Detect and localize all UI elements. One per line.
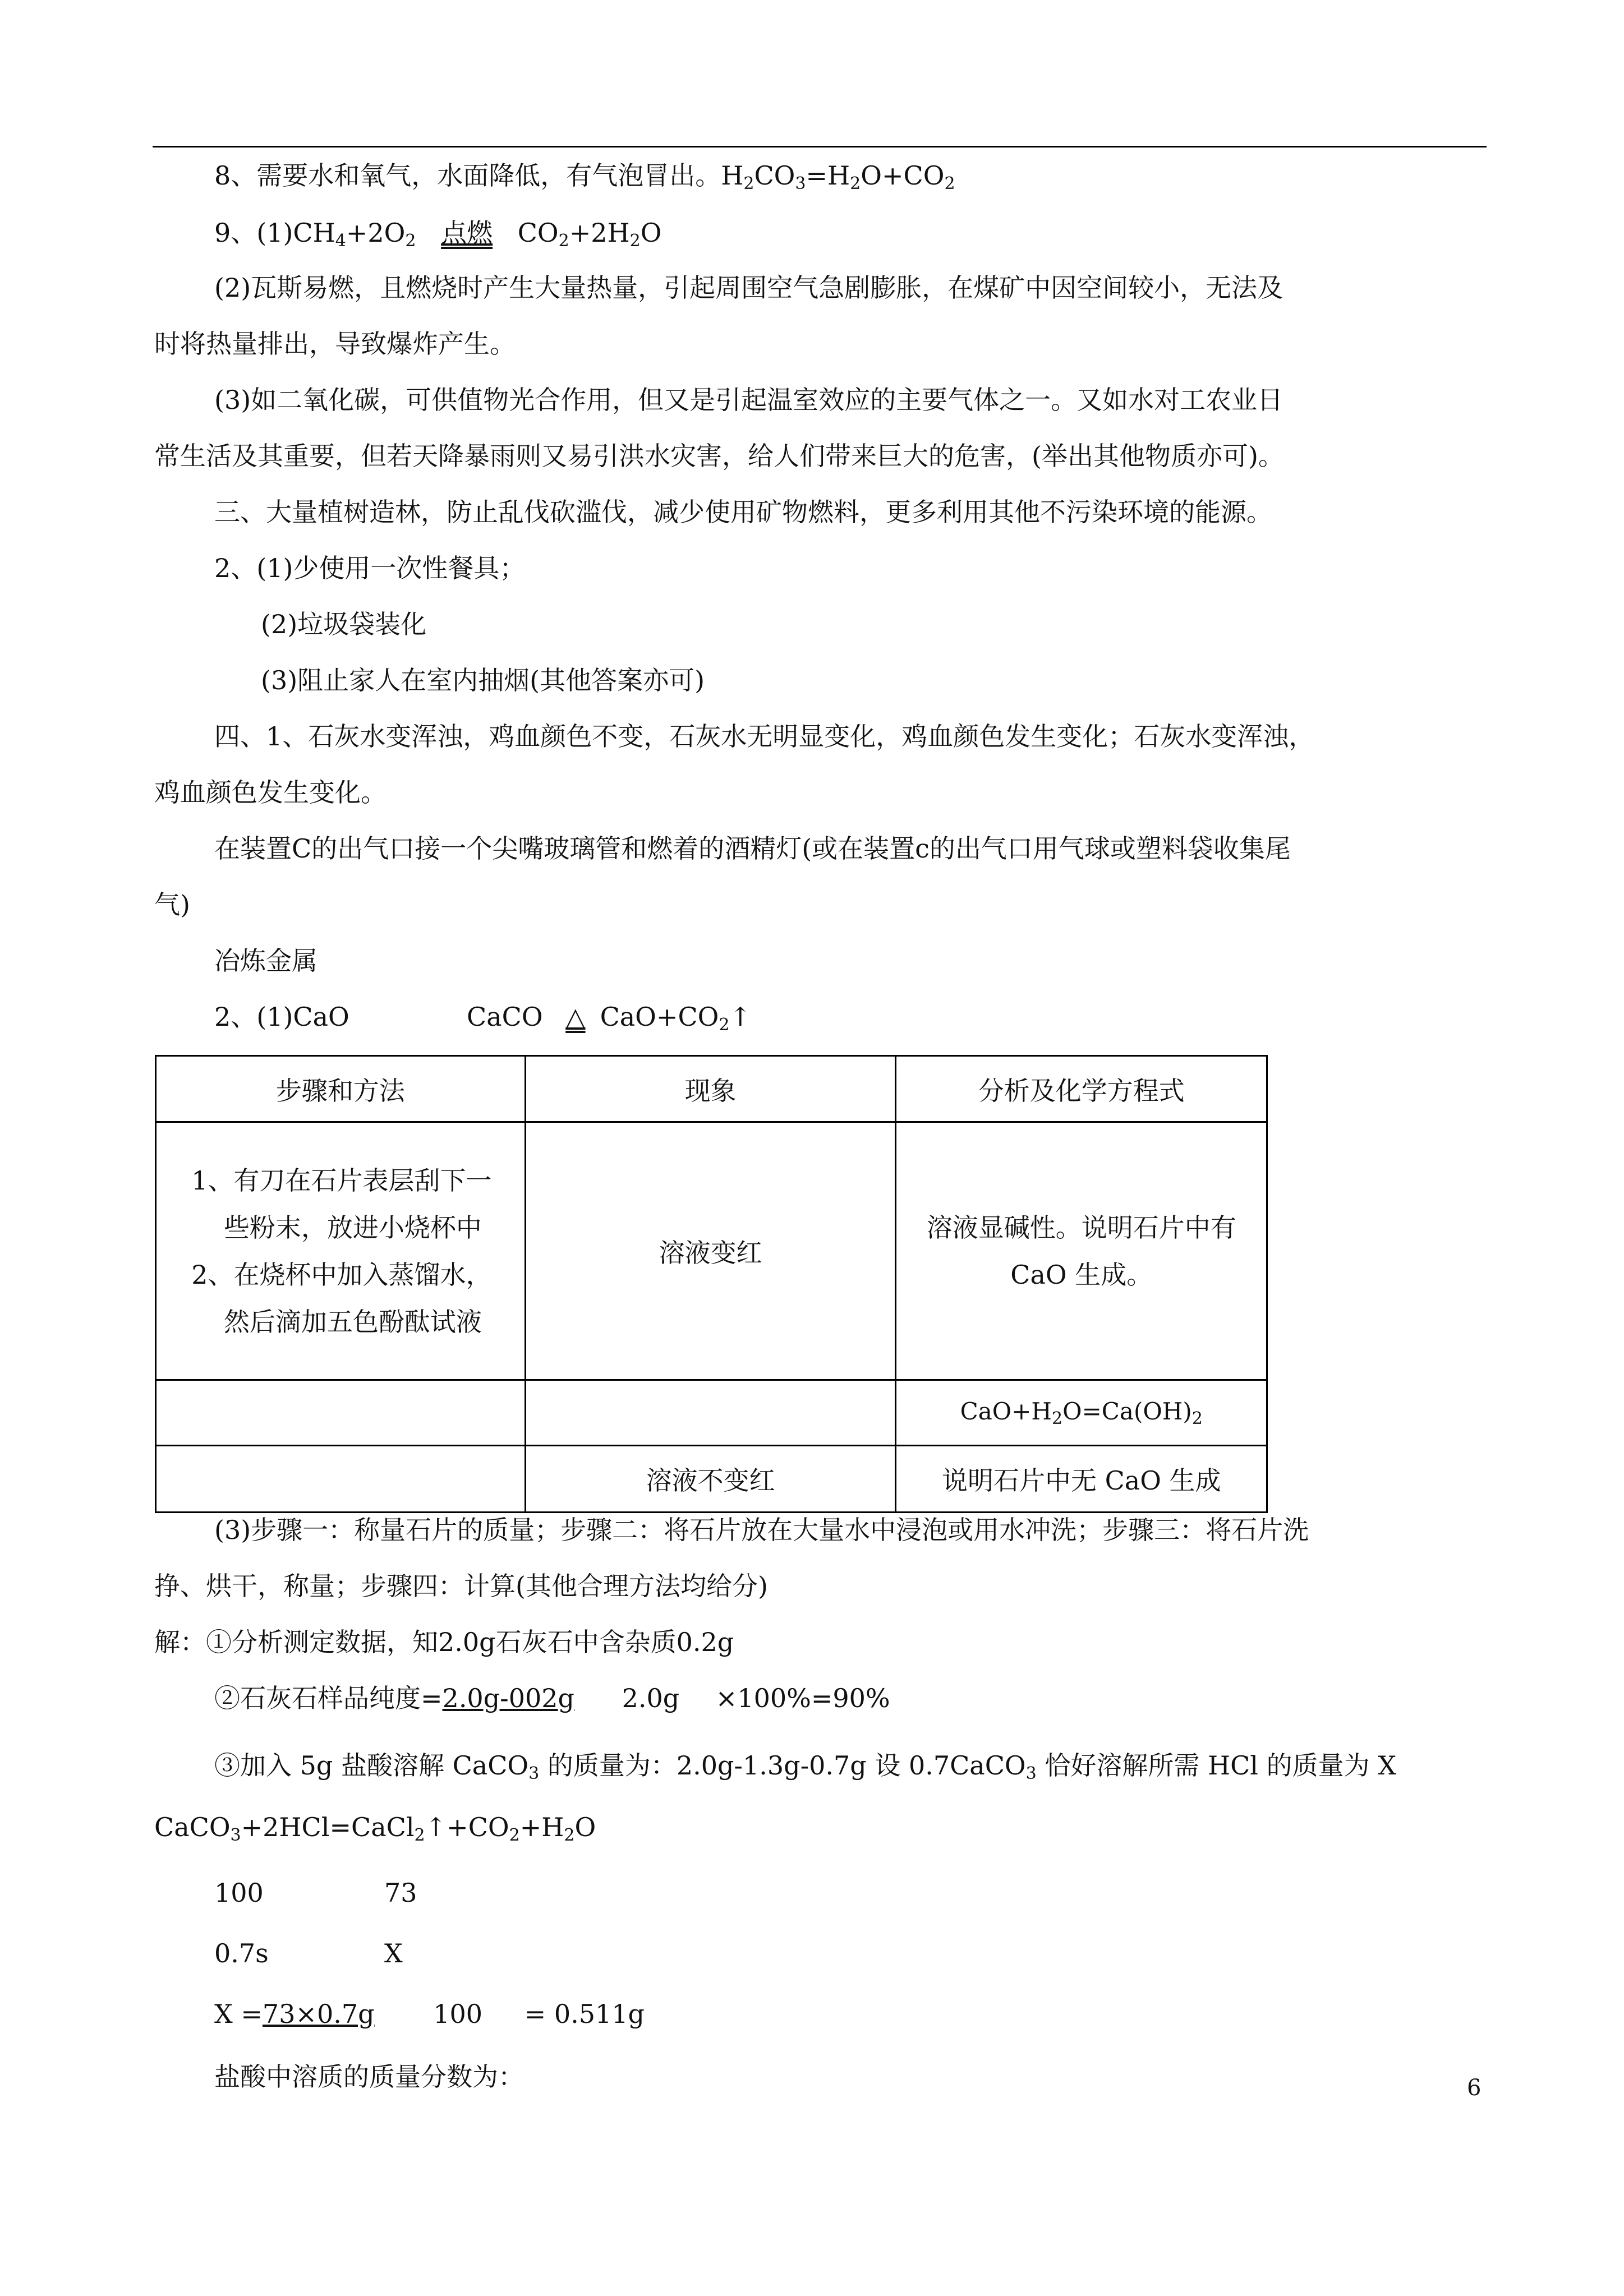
experiment-table	[155, 1055, 1268, 1513]
line-9-equation: 9、$(1)CH_4+2O_2$ 点燃 $CO_2+2H_2O$	[214, 218, 662, 251]
equation-line: $CaCO_3+2HCl=CaCl_2↑+CO_2+H_2O$	[154, 1812, 596, 1845]
solution-1: 解：①分析测定数据，知2.0g石灰石中含杂质0.2g	[154, 1627, 734, 1657]
item-2-1: 2、(1)少使用一次性餐具；	[214, 553, 526, 583]
device-b: 气)	[154, 889, 190, 920]
reaction-condition: 点燃	[441, 218, 493, 248]
section-3: 三、大量植树造林，防止乱伐砍滥伐，减少使用矿物燃料，更多利用其他不污染环境的能源。	[214, 497, 1272, 527]
ratio-73: 73	[384, 1878, 417, 1908]
table-cell-empty	[525, 1380, 896, 1446]
table-cell-empty	[156, 1380, 526, 1446]
ratio-x: X	[384, 1938, 403, 1968]
mass-fraction-line: 盐酸中溶质的质量分数为：	[214, 2062, 524, 2092]
table-header: 分析及化学方程式	[896, 1056, 1267, 1122]
ratio-100: 100	[214, 1878, 264, 1908]
device-a: 在装置C的出气口接一个尖嘴玻璃管和燃着的酒精灯(或在装置c的出气口用气球或塑料袋收集尾	[214, 833, 1291, 864]
table-cell-equation: $CaO+H_2O=Ca(OH)_2$	[896, 1380, 1267, 1446]
table-header: 步骤和方法	[156, 1056, 526, 1122]
step-3b: 挣、烘干，称量；步骤四：计算(其他合理方法均给分)	[154, 1571, 768, 1601]
ratio-07: 0.7s	[214, 1938, 269, 1968]
x-equation: X =73×0.7g 100 = 0.511g	[214, 1999, 645, 2029]
table-cell-empty	[156, 1446, 526, 1513]
line-8: 8、需要水和氧气，水面降低，有气泡冒出。$H_2CO_3=H_2O+CO_2$	[214, 160, 955, 193]
solution-2: ②石灰石样品纯度=2.0g-002g 2.0g ×100%=90%	[214, 1683, 890, 1713]
section-4a: 四、1、石灰水变浑浊，鸡血颜色不变，石灰水无明显变化，鸡血颜色发生变化；石灰水变浑浊，	[214, 721, 1315, 751]
header-rule	[153, 146, 1487, 147]
para-3b: 常生活及其重要，但若天降暴雨则又易引洪水灾害，给人们带来巨大的危害，(举出其他物质亦可)。	[154, 441, 1284, 471]
para-2a: (2)瓦斯易燃，且燃烧时产生大量热量，引起周围空气急剧膨胀，在煤矿中因空间较小，无法及	[214, 273, 1283, 303]
heat-symbol: △	[565, 1002, 586, 1032]
para-3a: (3)如二氧化碳，可供值物光合作用，但又是引起温室效应的主要气体之一。又如水对工农业日	[214, 385, 1283, 415]
table-cell-steps: 1、有刀在石片表层刮下一 些粉末，放进小烧杯中 2、在烧杯中加入蒸馏水， 然后滴加五色酚酞试液	[156, 1122, 526, 1380]
table-cell-phenomenon: 溶液不变红	[525, 1446, 896, 1513]
step-3a: (3)步骤一：称量石片的质量；步骤二：将石片放在大量水中浸泡或用水冲洗；步骤三：将石片洗	[214, 1515, 1309, 1545]
item-2-2: (2)垃圾袋装化	[261, 609, 427, 639]
solution-3: ③加入 5g 盐酸溶解 CaCO$_3$ 的质量为：2.0g-1.3g-0.7g 设 0.7CaCO$_3$ 恰好溶解所需 HCl 的质量为 X	[214, 1750, 1397, 1783]
table-cell-phenomenon: 溶液变红	[525, 1122, 896, 1380]
page-number: 6	[1467, 2075, 1482, 2101]
para-2b: 时将热量排出，导致爆炸产生。	[154, 329, 516, 359]
table-header: 现象	[525, 1056, 896, 1122]
section-4b: 鸡血颜色发生变化。	[154, 777, 387, 808]
table-cell-analysis: 溶液显碱性。说明石片中有 CaO 生成。	[896, 1122, 1267, 1380]
item-2-3: (3)阻止家人在室内抽烟(其他答案亦可)	[261, 665, 705, 695]
smelt-metal: 冶炼金属	[214, 946, 318, 976]
q2-equation: 2、(1)CaO CaCO △ $CaO+CO_2↑$	[214, 1002, 751, 1035]
table-cell-analysis: 说明石片中无 CaO 生成	[896, 1446, 1267, 1513]
